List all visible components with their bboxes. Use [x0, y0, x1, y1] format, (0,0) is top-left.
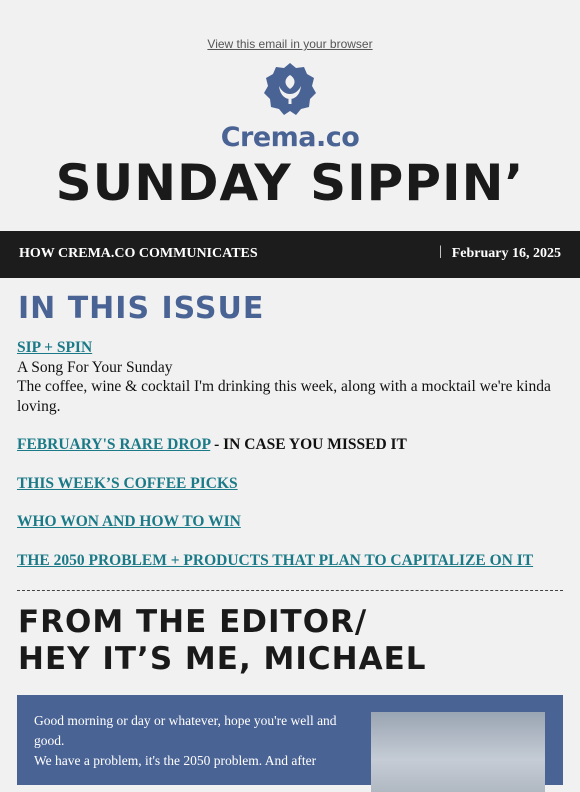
editor-photo — [371, 712, 545, 792]
editor-body — [34, 711, 354, 771]
header-bar — [0, 231, 580, 278]
issue-list — [17, 338, 562, 589]
editor-paragraph: We have a problem, it's the 2050 problem. And after — [34, 753, 317, 768]
editor-heading — [18, 604, 427, 678]
bar-separator: | — [439, 244, 442, 259]
list-item — [17, 435, 562, 455]
editor-heading-line2: HEY IT’S ME, MICHAEL — [18, 641, 427, 677]
logo[interactable] — [0, 62, 580, 116]
rare-drop-link[interactable]: FEBRUARY'S RARE DROP — [17, 436, 211, 453]
2050-problem-link[interactable]: THE 2050 PROBLEM + PRODUCTS THAT PLAN TO CAPITALIZE ON IT — [17, 551, 534, 569]
editor-section — [17, 695, 563, 785]
latte-art-logo-icon — [263, 62, 317, 116]
bar-left-label: HOW CREMA.CO COMMUNICATES — [19, 246, 258, 261]
view-in-browser — [0, 0, 580, 51]
list-item — [17, 551, 562, 571]
list-item — [17, 474, 562, 494]
sip-spin-link[interactable]: SIP + SPIN — [17, 339, 93, 356]
coffee-picks-link[interactable]: THIS WEEK’S COFFEE PICKS — [17, 474, 238, 492]
section-divider — [17, 590, 563, 591]
item-tail: - IN CASE YOU MISSED IT — [210, 436, 407, 453]
who-won-link[interactable]: WHO WON AND HOW TO WIN — [17, 513, 241, 530]
list-item — [17, 512, 562, 532]
item-description: The coffee, wine & cocktail I'm drinking this week, along with a mocktail we're kinda loving. — [17, 378, 551, 415]
editor-paragraph: Good morning or day or whatever, hope you're well and good. — [34, 713, 337, 748]
editor-heading-line1: FROM THE EDITOR/ — [18, 604, 368, 640]
brand-name: Crema.co — [220, 122, 360, 153]
hero-title: SUNDAY SIPPIN’ — [55, 154, 525, 212]
issue-date: February 16, 2025 — [451, 246, 561, 261]
list-item — [17, 338, 562, 416]
in-this-issue-heading: IN THIS ISSUE — [18, 291, 265, 326]
item-subtitle: A Song For Your Sunday — [17, 358, 173, 376]
view-in-browser-link[interactable]: View this email in your browser — [207, 37, 373, 51]
